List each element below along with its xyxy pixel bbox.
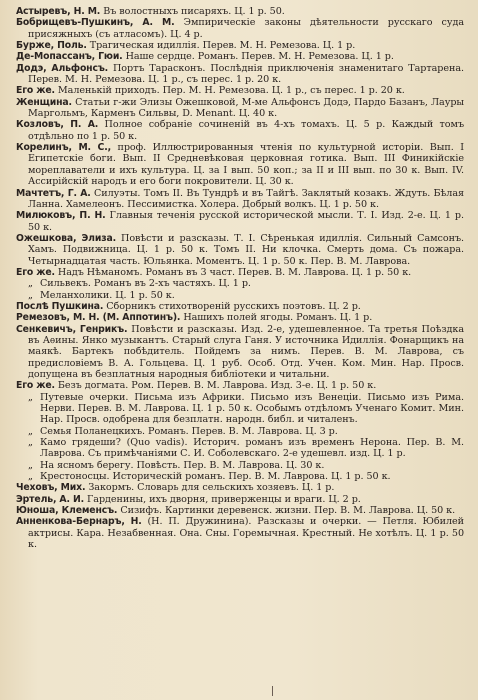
book-list [16,6,464,551]
catalog-entry [16,505,464,516]
catalog-entry [16,188,464,211]
entry-author: Корелинъ, М. С., [16,142,111,154]
ditto-mark: „ [28,278,33,290]
entry-author: Чеховъ, Мих. [16,482,86,494]
entry-text: проф. Иллюстрированныя чтенія по культурной исторіи. Вып. I Египетскіе боги. Вып. II Средневѣковая церковная готика. Вып. III Финикійскіе мореплаватели и ихъ культура. Ц. за I вып. 50 коп.; за II и III вып. по 30 к. Вып. IV. Ассирійскій народъ и его боги покровители. Ц. 30 к. [28,142,464,188]
entry-text: Крестоносцы. Историческій романъ. Пер. В. М. Лаврова. Ц. 1 р. 50 к. [40,471,391,483]
catalog-entry [16,119,464,142]
entry-author: Ремезовъ, М. Н. (М. Аппотинъ). [16,312,181,324]
catalog-entry [16,267,464,278]
entry-text: Маленькій приходъ. Пер. М. Н. Ремезова. Ц. 1 р., съ перес. 1 р. 20 к. [57,85,405,97]
catalog-entry [16,324,464,381]
entry-author: Додэ, Альфонсъ. [16,62,109,74]
catalog-entry [16,312,464,323]
entry-text: Повѣсти и разсказы. Т. I. Сѣренькая идиллія. Сильный Самсонъ. Хамъ. Подвижница. Ц. 1 р. 50 к. Томъ II. Ни клочка. Смерть дома. Съ пожара. Четырнадцатая часть. Юльянка. Моментъ. Ц. 1 р. 50 к. Пер. В. М. Лаврова. [28,232,464,267]
entry-author: Его же. [16,85,55,97]
catalog-entry [16,426,464,437]
ditto-mark: „ [28,471,33,483]
entry-text: Главныя теченія русской исторической мысли. Т. I. Изд. 2-е. Ц. 1 р. 50 к. [28,210,464,233]
entry-text: Камо грядеши? (Quo vadis). Историч. романъ изъ временъ Нерона. Пер. В. М. Лаврова. Съ примѣчаніями С. И. Соболевскаго. 2-е удешевл. изд. Ц. 1 р. [40,437,464,460]
entry-author: Бурже, Поль. [16,40,87,52]
entry-author: Его же. [16,266,55,278]
entry-text: Силуэты. Томъ II. Въ Тундрѣ и въ Тайгѣ. Заклятый козакъ. Ждуть. Бѣлая Ланна. Хамелеонъ. Пессимистка. Холера. Добрый волкъ. Ц. 1 р. 50 к. [28,187,464,210]
catalog-entry [16,516,464,550]
catalog-entry [16,482,464,493]
catalog-entry [16,6,464,17]
catalog-entry [16,380,464,391]
entry-author: Анненкова-Бернаръ, Н. [16,516,142,528]
catalog-entry [16,233,464,267]
page-tick-mark [272,686,273,696]
catalog-entry [16,85,464,96]
entry-text: Сильвекъ. Романъ въ 2-хъ частяхъ. Ц. 1 р. [40,278,251,290]
catalog-entry [16,51,464,62]
catalog-entry [16,210,464,233]
catalog-entry [16,460,464,471]
catalog-entry [16,97,464,120]
ditto-mark: „ [28,437,33,449]
entry-text: Статьи г-жи Элизы Ожешковой, М-ме Альфонсъ Додэ, Пардо Базанъ, Лауры Маргольмъ, Карменъ Сильвы, D. Menant. Ц. 40 к. [28,96,464,120]
catalog-entry [16,392,464,426]
entry-author: Сенкевичъ, Генрикъ. [16,323,128,335]
entry-text: Въ волостныхъ писаряхъ. Ц. 1 р. 50. [103,6,285,17]
entry-author: Послѣ Пушкина. [16,300,104,312]
entry-text: Меланхолики. Ц. 1 р. 50 к. [40,289,175,301]
entry-text: Путевые очерки. Письма изъ Африки. Письмо изъ Венеціи. Письмо изъ Рима. Нерви. Перев. В. М. Лаврова. Ц. 1 р. 50 к. Особымъ отдѣломъ Ученаго Комит. Мин. Нар. Просв. одобрена для безплатн. народн. библ. и читаленъ. [40,391,464,426]
entry-author: Козловъ, П. А. [16,119,99,131]
entry-text: Повѣсти и разсказы. Изд. 2-е, удешевленное. Та третья Поѣздка въ Аѳины. Янко музыкантъ. Старый слуга Ганя. У источника Идиллія. Фонарщикъ на маякѣ. Бартекъ побѣдитель. Пойдемъ за нимъ. Перев. В. М. Лаврова, съ предисловіемъ В. А. Гольцева. Ц. 1 руб. Особ. Отд. Учен. Ком. Мин. Нар. Просв. допущена въ безплатныя народныя библіотеки и читальни. [28,323,464,380]
entry-text: На ясномъ берегу. Повѣсть. Пер. В. М. Лаврова. Ц. 30 к. [40,459,325,471]
entry-text: Полное собраніе сочиненій въ 4-хъ томахъ. Ц. 5 р. Каждый томъ отдѣльно по 1 р. 50 к. [28,119,465,142]
catalog-entry [16,437,464,460]
entry-author: Де-Мопассанъ, Гюи. [16,51,123,63]
entry-author: Ожешкова, Элиза. [16,232,116,244]
entry-text: Семья Поланецкихъ. Романъ. Перев. В. М. Лаврова. Ц. 3 р. [40,425,338,437]
entry-text: Эмпирическіе законы дѣятельности русскаго суда присяжныхъ (съ атласомъ). Ц. 4 р. [28,17,465,40]
entry-text: Закормъ. Словарь для сельскихъ хозяевъ. Ц. 1 р. [88,482,335,494]
entry-author: Эртель, А. И. [16,493,84,505]
entry-text: Наше сердце. Романъ. Перев. М. Н. Ремезова. Ц. 1 р. [125,51,394,63]
ditto-mark: „ [28,425,33,437]
catalog-entry [16,40,464,51]
entry-author: Мачтетъ, Г. А. [16,187,91,199]
entry-author: Астыревъ, Н. М. [16,6,101,17]
entry-text: Надъ Нѣманомъ. Романъ въ 3 част. Перев. В. М. Лаврова. Ц. 1 р. 50 к. [57,266,412,278]
entry-author: Женщина. [16,96,72,108]
ditto-mark: „ [28,459,33,471]
entry-text: Портъ Тарасконъ. Послѣднія приключенія знаменитаго Тартарена. Перев. М. Н. Ремезова. Ц. 1 р., съ перес. 1 р. 20 к. [28,62,465,86]
ditto-mark: „ [28,289,33,301]
entry-text: Трагическая идиллія. Перев. М. Н. Ремезова. Ц. 1 р. [89,40,356,52]
catalog-entry [16,290,464,301]
entry-author: Милюковъ, П. Н. [16,210,106,222]
catalog-entry [16,17,464,40]
entry-author: Юноша, Клеменсъ. [16,505,118,517]
entry-text: Нашихъ полей ягоды. Романъ. Ц. 1 р. [183,312,373,324]
entry-author: Бобрищевъ-Пушкинъ, А. М. [16,17,175,29]
catalog-entry [16,142,464,187]
catalog-entry [16,471,464,482]
ditto-mark: „ [28,391,33,403]
catalog-entry [16,301,464,312]
entry-text: Сизифъ. Картинки деревенск. жизни. Пер. В. М. Лаврова. Ц. 50 к. [120,505,456,517]
catalog-entry [16,63,464,86]
catalog-entry [16,278,464,289]
entry-text: Безъ догмата. Ром. Перев. В. М. Лаврова. Изд. 3-е. Ц. 1 р. 50 к. [57,380,377,392]
entry-author: Его же. [16,380,55,392]
entry-text: Сборникъ стихотвореній русскихъ поэтовъ. Ц. 2 р. [106,300,361,312]
catalog-entry [16,494,464,505]
entry-text: (Н. П. Дружинина). Разсказы и очерки. — Петля. Юбилей актрисы. Кара. Незабвенная. Она. Сны. Горемычная. Крестный. Не хотѣлъ. Ц. 1 р. 50 к. [28,516,465,551]
entry-text: Гарденины, ихъ дворня, приверженцы и враги. Ц. 2 р. [86,493,361,505]
